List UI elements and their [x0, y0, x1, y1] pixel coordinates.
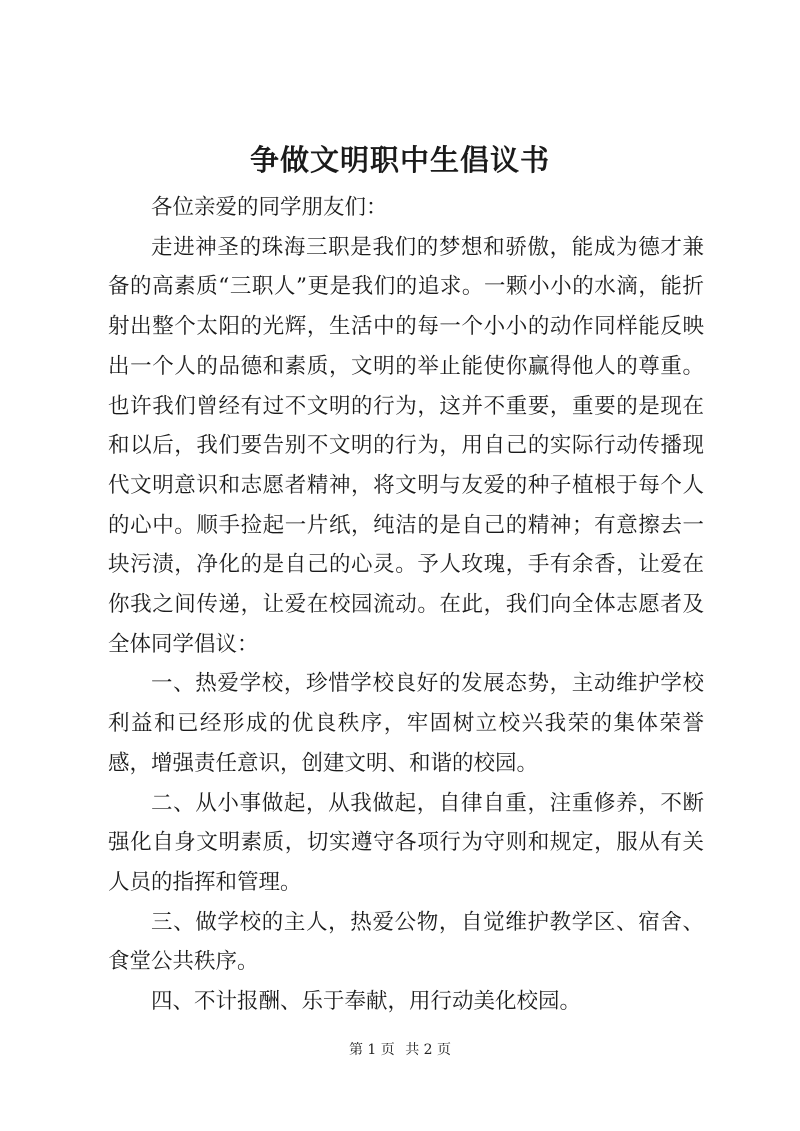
paragraph-item-4: 四、不计报酬、乐于奉献，用行动美化校园。 [151, 989, 582, 1015]
paragraph-item-2: 二、从小事做起，从我做起，自律自重，注重修养，不断强化自身文明素质，切实遵守各项行为守则和规定，服从有关人员的指挥和管理。 [108, 790, 704, 895]
paragraph-item-1: 一、热爱学校，珍惜学校良好的发展态势，主动维护学校利益和已经形成的优良秩序，牢固树立校兴我荣的集体荣誉感，增强责任意识，创建文明、和谐的校园。 [108, 671, 704, 776]
page-total: 共 2 页 [405, 1042, 452, 1058]
page-number: 第 1 页 [348, 1042, 395, 1058]
paragraph-intro: 走进神圣的珠海三职是我们的梦想和骄傲，能成为德才兼备的高素质“三职人”更是我们的追求。一颗小小的水滴，能折射出整个太阳的光辉，生活中的每一个小小的动作同样能反映出一个人的品德和素质，文明的举止能使你赢得他人的尊重。也许我们曾经有过不文明的行为，这并不重要，重要的是现在和以后，我们要告别不文明的行为，用自己的实际行动传播现代文明意识和志愿者精神，将文明与友爱的种子植根于每个人的心中。顺手捡起一片纸，纯洁的是自己的精神；有意擦去一块污渍，净化的是自己的心灵。予人玫瑰，手有余香，让爱在你我之间传递，让爱在校园流动。在此，我们向全体志愿者及全体同学倡议： [108, 234, 704, 657]
page-footer [0, 1040, 800, 1060]
document-title: 争做文明职中生倡议书 [249, 143, 550, 177]
greeting: 各位亲爱的同学朋友们： [151, 195, 388, 220]
document-body [108, 188, 704, 1022]
paragraph-item-3: 三、做学校的主人，热爱公物，自觉维护教学区、宿舍、食堂公共秩序。 [108, 909, 704, 975]
